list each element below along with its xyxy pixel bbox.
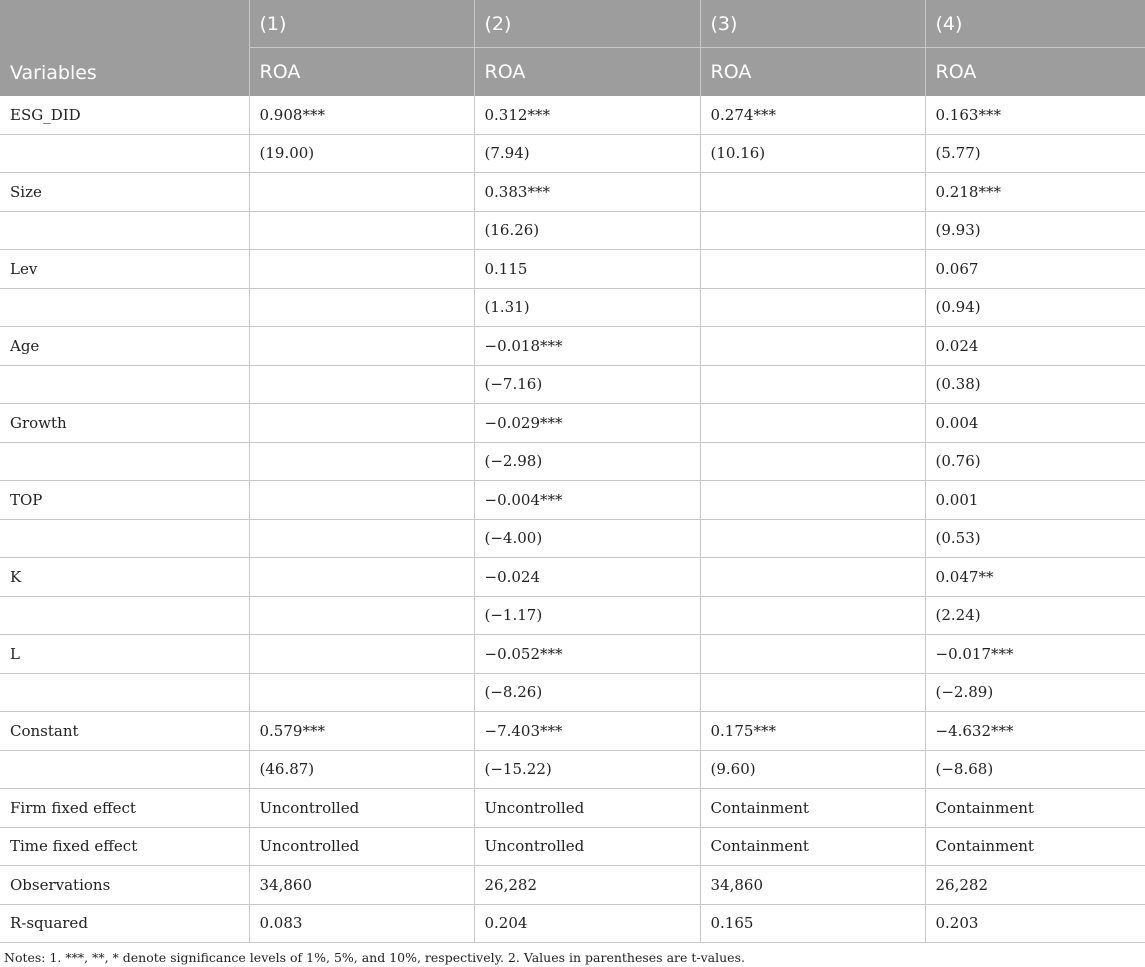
value-cell xyxy=(249,173,474,212)
header-column-number: (4) xyxy=(925,0,1145,48)
header-column-number: (2) xyxy=(474,0,700,48)
row-label-cell: Growth xyxy=(0,404,249,443)
value-cell: Uncontrolled xyxy=(249,789,474,828)
value-cell: (0.38) xyxy=(925,365,1145,404)
value-cell: 0.083 xyxy=(249,904,474,943)
value-cell: (−8.26) xyxy=(474,673,700,712)
value-cell xyxy=(249,596,474,635)
value-cell: (−2.89) xyxy=(925,673,1145,712)
value-cell: (−15.22) xyxy=(474,750,700,789)
value-cell: 34,860 xyxy=(700,866,925,905)
table-row xyxy=(0,750,1145,789)
table-row xyxy=(0,250,1145,289)
value-cell: 0.165 xyxy=(700,904,925,943)
value-cell: 26,282 xyxy=(474,866,700,905)
value-cell: (0.53) xyxy=(925,519,1145,558)
row-label-cell xyxy=(0,673,249,712)
value-cell xyxy=(700,404,925,443)
value-cell: 0.218*** xyxy=(925,173,1145,212)
value-cell xyxy=(700,250,925,289)
row-label-cell: Firm fixed effect xyxy=(0,789,249,828)
value-cell: Containment xyxy=(700,827,925,866)
value-cell: (9.93) xyxy=(925,211,1145,250)
value-cell: −0.018*** xyxy=(474,327,700,366)
row-label-cell xyxy=(0,442,249,481)
value-cell: (0.76) xyxy=(925,442,1145,481)
table-row xyxy=(0,789,1145,828)
row-label-cell: L xyxy=(0,635,249,674)
value-cell: (−2.98) xyxy=(474,442,700,481)
value-cell: (−1.17) xyxy=(474,596,700,635)
row-label-cell: R-squared xyxy=(0,904,249,943)
value-cell: −0.017*** xyxy=(925,635,1145,674)
value-cell: 0.004 xyxy=(925,404,1145,443)
row-label-cell xyxy=(0,134,249,173)
value-cell xyxy=(249,288,474,327)
row-label-cell: K xyxy=(0,558,249,597)
value-cell xyxy=(700,288,925,327)
value-cell: (19.00) xyxy=(249,134,474,173)
row-label-cell: ESG_DID xyxy=(0,96,249,134)
value-cell: 0.001 xyxy=(925,481,1145,520)
header-variables-label xyxy=(0,0,249,96)
table-row xyxy=(0,404,1145,443)
row-label-cell: Age xyxy=(0,327,249,366)
table-row xyxy=(0,365,1145,404)
value-cell: 0.175*** xyxy=(700,712,925,751)
header-column-number: (3) xyxy=(700,0,925,48)
value-cell: (46.87) xyxy=(249,750,474,789)
row-label-cell: TOP xyxy=(0,481,249,520)
value-cell: 0.908*** xyxy=(249,96,474,134)
table-row xyxy=(0,635,1145,674)
value-cell: 26,282 xyxy=(925,866,1145,905)
value-cell: (1.31) xyxy=(474,288,700,327)
table-row xyxy=(0,673,1145,712)
value-cell xyxy=(249,519,474,558)
value-cell: (2.24) xyxy=(925,596,1145,635)
table-row xyxy=(0,827,1145,866)
value-cell xyxy=(249,250,474,289)
value-cell xyxy=(249,481,474,520)
header-dependent-var: ROA xyxy=(700,48,925,97)
header-dependent-var: ROA xyxy=(474,48,700,97)
row-label-cell: Size xyxy=(0,173,249,212)
header-dependent-var: ROA xyxy=(249,48,474,97)
value-cell xyxy=(249,442,474,481)
table-row xyxy=(0,173,1145,212)
table-row xyxy=(0,134,1145,173)
value-cell xyxy=(249,635,474,674)
table-row xyxy=(0,866,1145,905)
value-cell: (0.94) xyxy=(925,288,1145,327)
value-cell xyxy=(249,673,474,712)
value-cell: (−7.16) xyxy=(474,365,700,404)
value-cell xyxy=(700,365,925,404)
value-cell: −0.052*** xyxy=(474,635,700,674)
table-row xyxy=(0,712,1145,751)
table-row xyxy=(0,519,1145,558)
value-cell xyxy=(700,211,925,250)
value-cell: 0.024 xyxy=(925,327,1145,366)
table-body xyxy=(0,96,1145,943)
row-label-cell xyxy=(0,365,249,404)
value-cell xyxy=(700,673,925,712)
row-label-cell: Observations xyxy=(0,866,249,905)
value-cell: −0.024 xyxy=(474,558,700,597)
table-row xyxy=(0,211,1145,250)
value-cell: (5.77) xyxy=(925,134,1145,173)
value-cell: −4.632*** xyxy=(925,712,1145,751)
table-notes: Notes: 1. ***, **, * denote significance levels of 1%, 5%, and 10%, respectively. 2. Values in parentheses are t-values. xyxy=(4,950,745,965)
value-cell: 0.203 xyxy=(925,904,1145,943)
value-cell xyxy=(700,596,925,635)
value-cell: −0.029*** xyxy=(474,404,700,443)
table-row xyxy=(0,558,1145,597)
header-column-number: (1) xyxy=(249,0,474,48)
table-row xyxy=(0,442,1145,481)
row-label-cell: Time fixed effect xyxy=(0,827,249,866)
row-label-cell xyxy=(0,596,249,635)
value-cell: Uncontrolled xyxy=(249,827,474,866)
value-cell xyxy=(700,558,925,597)
value-cell xyxy=(700,327,925,366)
value-cell: 0.204 xyxy=(474,904,700,943)
value-cell: (7.94) xyxy=(474,134,700,173)
value-cell xyxy=(249,211,474,250)
value-cell: 0.579*** xyxy=(249,712,474,751)
row-label-cell xyxy=(0,211,249,250)
row-label-cell xyxy=(0,519,249,558)
value-cell: Containment xyxy=(925,827,1145,866)
table-row xyxy=(0,327,1145,366)
value-cell: 0.312*** xyxy=(474,96,700,134)
value-cell: Uncontrolled xyxy=(474,827,700,866)
value-cell xyxy=(249,365,474,404)
value-cell: Containment xyxy=(925,789,1145,828)
row-label-cell: Lev xyxy=(0,250,249,289)
value-cell: −7.403*** xyxy=(474,712,700,751)
value-cell: 0.067 xyxy=(925,250,1145,289)
value-cell: Containment xyxy=(700,789,925,828)
value-cell xyxy=(700,481,925,520)
value-cell: (−4.00) xyxy=(474,519,700,558)
value-cell: −0.004*** xyxy=(474,481,700,520)
row-label-cell xyxy=(0,750,249,789)
value-cell: (10.16) xyxy=(700,134,925,173)
table-header xyxy=(0,0,1145,96)
value-cell: 0.163*** xyxy=(925,96,1145,134)
value-cell xyxy=(700,519,925,558)
row-label-cell xyxy=(0,288,249,327)
row-label-cell: Constant xyxy=(0,712,249,751)
value-cell xyxy=(700,173,925,212)
table-row xyxy=(0,596,1145,635)
value-cell: (9.60) xyxy=(700,750,925,789)
value-cell: (−8.68) xyxy=(925,750,1145,789)
value-cell xyxy=(700,635,925,674)
value-cell xyxy=(249,404,474,443)
value-cell: 0.115 xyxy=(474,250,700,289)
value-cell: Uncontrolled xyxy=(474,789,700,828)
value-cell: 0.383*** xyxy=(474,173,700,212)
table-row xyxy=(0,288,1145,327)
header-row-column-numbers xyxy=(0,0,1145,48)
table-row xyxy=(0,481,1145,520)
value-cell xyxy=(249,558,474,597)
value-cell: (16.26) xyxy=(474,211,700,250)
table-row xyxy=(0,96,1145,134)
header-dependent-var: ROA xyxy=(925,48,1145,97)
value-cell: 0.274*** xyxy=(700,96,925,134)
variables-label: Variables xyxy=(10,62,97,84)
table-row xyxy=(0,904,1145,943)
value-cell xyxy=(249,327,474,366)
value-cell: 0.047** xyxy=(925,558,1145,597)
value-cell: 34,860 xyxy=(249,866,474,905)
value-cell xyxy=(700,442,925,481)
